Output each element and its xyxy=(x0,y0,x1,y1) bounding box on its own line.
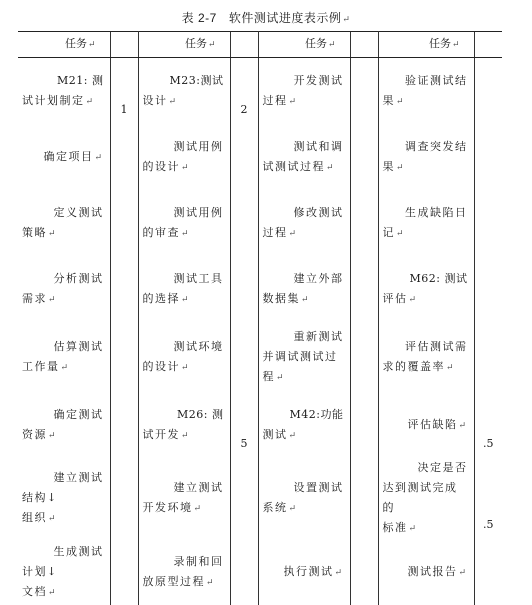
week-cell xyxy=(230,190,258,256)
task-cell xyxy=(18,190,110,256)
task-text: 资源↵ xyxy=(22,427,58,441)
paragraph-mark-icon: ↵ xyxy=(396,96,406,107)
header-row xyxy=(18,32,502,58)
task-text: 生成缺陷日 xyxy=(405,205,468,219)
task-text: 测试报告↵ xyxy=(407,564,468,578)
paragraph-mark-icon: ↵ xyxy=(48,587,58,598)
paragraph-mark-icon: ↵ xyxy=(181,228,191,239)
task-cell xyxy=(138,190,230,256)
paragraph-mark-icon: ↵ xyxy=(288,430,298,441)
task-text: 的选择↵ xyxy=(142,291,191,305)
paragraph-mark-icon: ↵ xyxy=(193,504,203,514)
week-value: 1 xyxy=(120,103,128,116)
week-cell xyxy=(230,392,258,458)
week-cell xyxy=(350,539,378,605)
paragraph-mark-icon: ↵ xyxy=(181,294,191,305)
week-cell xyxy=(474,190,502,256)
week-cell xyxy=(110,322,138,392)
week-cell xyxy=(110,392,138,458)
paragraph-mark-icon: ↵ xyxy=(48,294,58,305)
task-cell xyxy=(258,256,350,322)
task-text: 数据集↵ xyxy=(262,291,311,305)
task-text: 建立测试 xyxy=(173,481,224,494)
task-cell xyxy=(378,392,474,458)
task-cell xyxy=(258,124,350,190)
week-cell xyxy=(350,256,378,322)
task-text: 放原型过程↵ xyxy=(142,574,216,588)
task-cell xyxy=(138,124,230,190)
task-text: 组织↵ xyxy=(22,511,58,524)
week-value: .5 xyxy=(483,518,494,531)
task-cell xyxy=(138,256,230,322)
table-row xyxy=(18,392,502,458)
week-cell xyxy=(230,322,258,392)
task-text: 评估缺陷↵ xyxy=(407,417,468,431)
task-text: 程↵ xyxy=(262,369,286,383)
task-cell xyxy=(378,458,474,539)
week-cell xyxy=(350,392,378,458)
task-cell xyxy=(138,458,230,539)
task-cell xyxy=(138,58,230,125)
task-text: 工作量↵ xyxy=(22,359,70,373)
task-cell xyxy=(18,458,110,539)
task-text: 的设计↵ xyxy=(142,359,191,373)
task-cell xyxy=(258,539,350,605)
task-cell xyxy=(258,190,350,256)
paragraph-mark-icon: ↵ xyxy=(288,504,298,514)
table-row xyxy=(18,190,502,256)
week-cell xyxy=(350,322,378,392)
paragraph-mark-icon: ↵ xyxy=(276,372,286,383)
task-text: 果↵ xyxy=(382,93,406,107)
header-week xyxy=(230,32,258,58)
task-text: 建立测试 xyxy=(53,471,104,484)
paragraph-mark-icon: ↵ xyxy=(458,567,468,578)
task-cell xyxy=(18,124,110,190)
paragraph-mark-icon: ↵ xyxy=(48,430,58,441)
task-text: 执行测试↵ xyxy=(283,564,344,578)
task-text: 建立外部 xyxy=(293,271,344,285)
task-text: 定义测试 xyxy=(53,205,104,219)
week-cell xyxy=(110,458,138,539)
table-row xyxy=(18,58,502,125)
table-title: 软件测试进度表示例 xyxy=(228,11,342,25)
task-text: 评估↵ xyxy=(382,291,418,305)
task-text: 评估测试需 xyxy=(405,339,468,353)
week-cell xyxy=(230,539,258,605)
task-cell xyxy=(378,58,474,125)
week-cell xyxy=(474,256,502,322)
paragraph-mark-icon: ↵ xyxy=(288,96,298,107)
paragraph-mark-icon: ↵ xyxy=(181,430,191,441)
week-cell xyxy=(230,124,258,190)
task-text: 求的覆盖率↵ xyxy=(382,359,456,373)
paragraph-mark-icon: ↵ xyxy=(326,162,336,173)
task-text: 设计↵ xyxy=(142,93,178,107)
task-text: 标准↵ xyxy=(382,521,418,534)
task-text: M62: 测试 xyxy=(409,271,468,285)
task-text: 过程↵ xyxy=(262,225,298,239)
paragraph-mark-icon: ↵ xyxy=(288,228,298,239)
schedule-table xyxy=(18,31,502,605)
task-cell xyxy=(378,256,474,322)
task-cell xyxy=(18,322,110,392)
header-task: 任务↵ xyxy=(378,32,474,58)
task-text: 试测试过程↵ xyxy=(262,159,336,173)
week-cell xyxy=(474,458,502,539)
week-value: .5 xyxy=(483,437,494,450)
task-cell xyxy=(258,322,350,392)
task-text: 需求↵ xyxy=(22,291,58,305)
paragraph-mark-icon: ↵ xyxy=(48,514,58,524)
table-caption xyxy=(0,9,532,26)
task-text: 试开发↵ xyxy=(142,427,191,441)
paragraph-mark-icon: ↵ xyxy=(60,362,70,373)
header-week xyxy=(350,32,378,58)
task-cell xyxy=(18,256,110,322)
paragraph-mark-icon: ↵ xyxy=(342,15,351,25)
task-text: 录制和回 xyxy=(173,554,224,568)
task-text: 测试工具 xyxy=(173,271,224,285)
week-value: 2 xyxy=(240,103,248,116)
week-cell xyxy=(110,124,138,190)
task-text: 确定测试 xyxy=(53,407,104,421)
task-text: 开发测试 xyxy=(293,73,344,87)
task-text: 的设计↵ xyxy=(142,159,191,173)
task-text: 生成测试 xyxy=(53,544,104,558)
task-cell xyxy=(258,58,350,125)
task-cell xyxy=(138,539,230,605)
task-text: M23:测试 xyxy=(169,73,224,87)
table-row xyxy=(18,124,502,190)
task-text: 试计划制定↵ xyxy=(22,93,95,107)
week-value: 5 xyxy=(240,437,248,450)
week-cell xyxy=(110,190,138,256)
task-cell xyxy=(258,392,350,458)
task-text: 果↵ xyxy=(382,159,406,173)
task-text: 重新测试 xyxy=(293,329,344,343)
task-text: 测试用例 xyxy=(173,205,224,219)
header-week xyxy=(110,32,138,58)
week-cell xyxy=(110,539,138,605)
task-text: 计划↓ xyxy=(22,564,58,578)
task-text: 决定是否 xyxy=(417,461,468,474)
task-text: 分析测试 xyxy=(53,271,104,285)
paragraph-mark-icon: ↵ xyxy=(458,420,468,431)
paragraph-mark-icon: ↵ xyxy=(408,524,418,534)
task-text: M26: 测 xyxy=(177,407,224,421)
week-cell xyxy=(474,58,502,125)
paragraph-mark-icon: ↵ xyxy=(206,577,216,588)
paragraph-mark-icon: ↵ xyxy=(94,152,104,163)
task-text: 结构↓ xyxy=(22,491,58,504)
paragraph-mark-icon: ↵ xyxy=(181,162,191,173)
week-cell xyxy=(110,58,138,125)
week-cell xyxy=(474,124,502,190)
task-text: 验证测试结 xyxy=(405,73,468,87)
header-task: 任务↵ xyxy=(258,32,350,58)
task-text: 记↵ xyxy=(382,225,406,239)
paragraph-mark-icon: ↵ xyxy=(446,362,456,373)
header-task: 任务↵ xyxy=(18,32,110,58)
task-text: 测试↵ xyxy=(262,427,298,441)
table-row xyxy=(18,256,502,322)
task-text: 过程↵ xyxy=(262,93,298,107)
task-text: 测试用例 xyxy=(173,139,224,153)
header-week xyxy=(474,32,502,58)
table-row xyxy=(18,539,502,605)
week-cell xyxy=(230,256,258,322)
task-text: 的审查↵ xyxy=(142,225,191,239)
task-cell xyxy=(378,322,474,392)
task-text: 并调试测试过 xyxy=(262,349,338,363)
task-text: 策略↵ xyxy=(22,225,58,239)
week-cell xyxy=(474,539,502,605)
paragraph-mark-icon: ↵ xyxy=(168,96,178,107)
task-text: M42:功能 xyxy=(289,407,344,421)
table-number: 表 2-7 xyxy=(181,11,217,25)
paragraph-mark-icon: ↵ xyxy=(334,567,344,578)
task-text: 修改测试 xyxy=(293,205,344,219)
paragraph-mark-icon: ↵ xyxy=(396,228,406,239)
task-cell xyxy=(138,392,230,458)
paragraph-mark-icon: ↵ xyxy=(396,162,406,173)
week-cell xyxy=(350,58,378,125)
task-text: 测试和调 xyxy=(293,139,344,153)
week-cell xyxy=(350,124,378,190)
week-cell xyxy=(350,458,378,539)
table-row xyxy=(18,322,502,392)
week-cell xyxy=(230,458,258,539)
task-text: 调查突发结 xyxy=(405,139,468,153)
paragraph-mark-icon: ↵ xyxy=(301,294,311,305)
week-cell xyxy=(474,392,502,458)
week-cell xyxy=(230,58,258,125)
task-cell xyxy=(18,58,110,125)
task-text: 文档↵ xyxy=(22,584,58,598)
task-cell xyxy=(378,539,474,605)
task-text: 开发环境↵ xyxy=(142,501,203,514)
task-cell xyxy=(18,392,110,458)
paragraph-mark-icon: ↵ xyxy=(181,362,191,373)
task-cell xyxy=(258,458,350,539)
task-cell xyxy=(378,124,474,190)
task-text: 确定项目↵ xyxy=(43,149,104,163)
task-text: 测试环境 xyxy=(173,339,224,353)
task-text: 估算测试 xyxy=(53,339,104,353)
header-task: 任务↵ xyxy=(138,32,230,58)
task-text: 设置测试 xyxy=(293,481,344,494)
task-text: 系统↵ xyxy=(262,501,298,514)
paragraph-mark-icon: ↵ xyxy=(48,228,58,239)
table-row xyxy=(18,458,502,539)
week-cell xyxy=(110,256,138,322)
paragraph-mark-icon: ↵ xyxy=(408,294,418,305)
task-cell xyxy=(378,190,474,256)
task-text: 达到测试完成的 xyxy=(382,481,458,514)
week-cell xyxy=(350,190,378,256)
task-cell xyxy=(18,539,110,605)
task-text: M21: 测 xyxy=(57,73,104,87)
paragraph-mark-icon: ↵ xyxy=(85,96,95,107)
week-cell xyxy=(474,322,502,392)
task-cell xyxy=(138,322,230,392)
